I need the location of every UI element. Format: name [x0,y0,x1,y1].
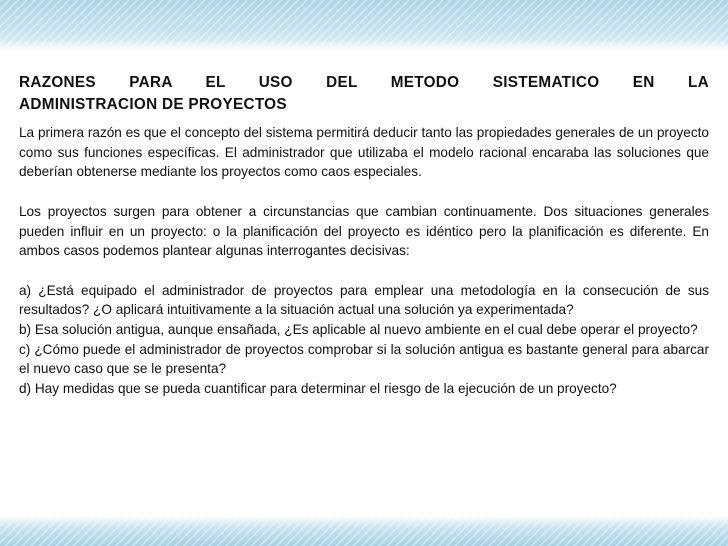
slide-body [19,123,709,399]
header-decorative-band [0,0,728,52]
question-d: d) Hay medidas que se pueda cuantificar para determinar el riesgo de la ejecución de un proyecto? [19,381,617,397]
slide-title-line-1: RAZONES PARA EL USO DEL METODO SISTEMATICO EN LA [19,74,709,91]
slide-content [19,72,709,399]
paragraph-spacer [19,261,709,281]
question-a: a) ¿Está equipado el administrador de proyectos para emplear una metodología en la consecución de sus resultados? ¿O aplicará intuitivamente a la situación actual una solución ya experimentada? [19,282,709,318]
paragraph-first-reason: La primera razón es que el concepto del sistema permitirá deducir tanto las propiedades generales de un proyecto como sus funciones específicas. El administrador que utilizaba el modelo racional encaraba las soluciones que deberían obtenerse mediante los proyectos como caos especiales. [19,125,709,180]
paragraph-project-circumstances: Los proyectos surgen para obtener a circunstancias que cambian continuamente. Dos situaciones generales pueden influir en un proyecto: o la planificación del proyecto es idéntico pero la planificación es diferente. En ambos casos podemos plantear algunas interrogantes decisivas: [19,203,709,259]
slide-title [19,72,709,116]
slide-title-line-2: ADMINISTRACION DE PROYECTOS [19,96,287,113]
question-b: b) Esa solución antigua, aunque ensañada, ¿Es aplicable al nuevo ambiente en el cual debe operar el proyecto? [19,322,698,337]
paragraph-spacer [19,182,709,202]
footer-decorative-band [0,516,728,546]
question-c: c) ¿Cómo puede el administrador de proyectos comprobar si la solución antigua es bastante general para abarcar el nuevo caso que se le presenta? [19,341,709,377]
